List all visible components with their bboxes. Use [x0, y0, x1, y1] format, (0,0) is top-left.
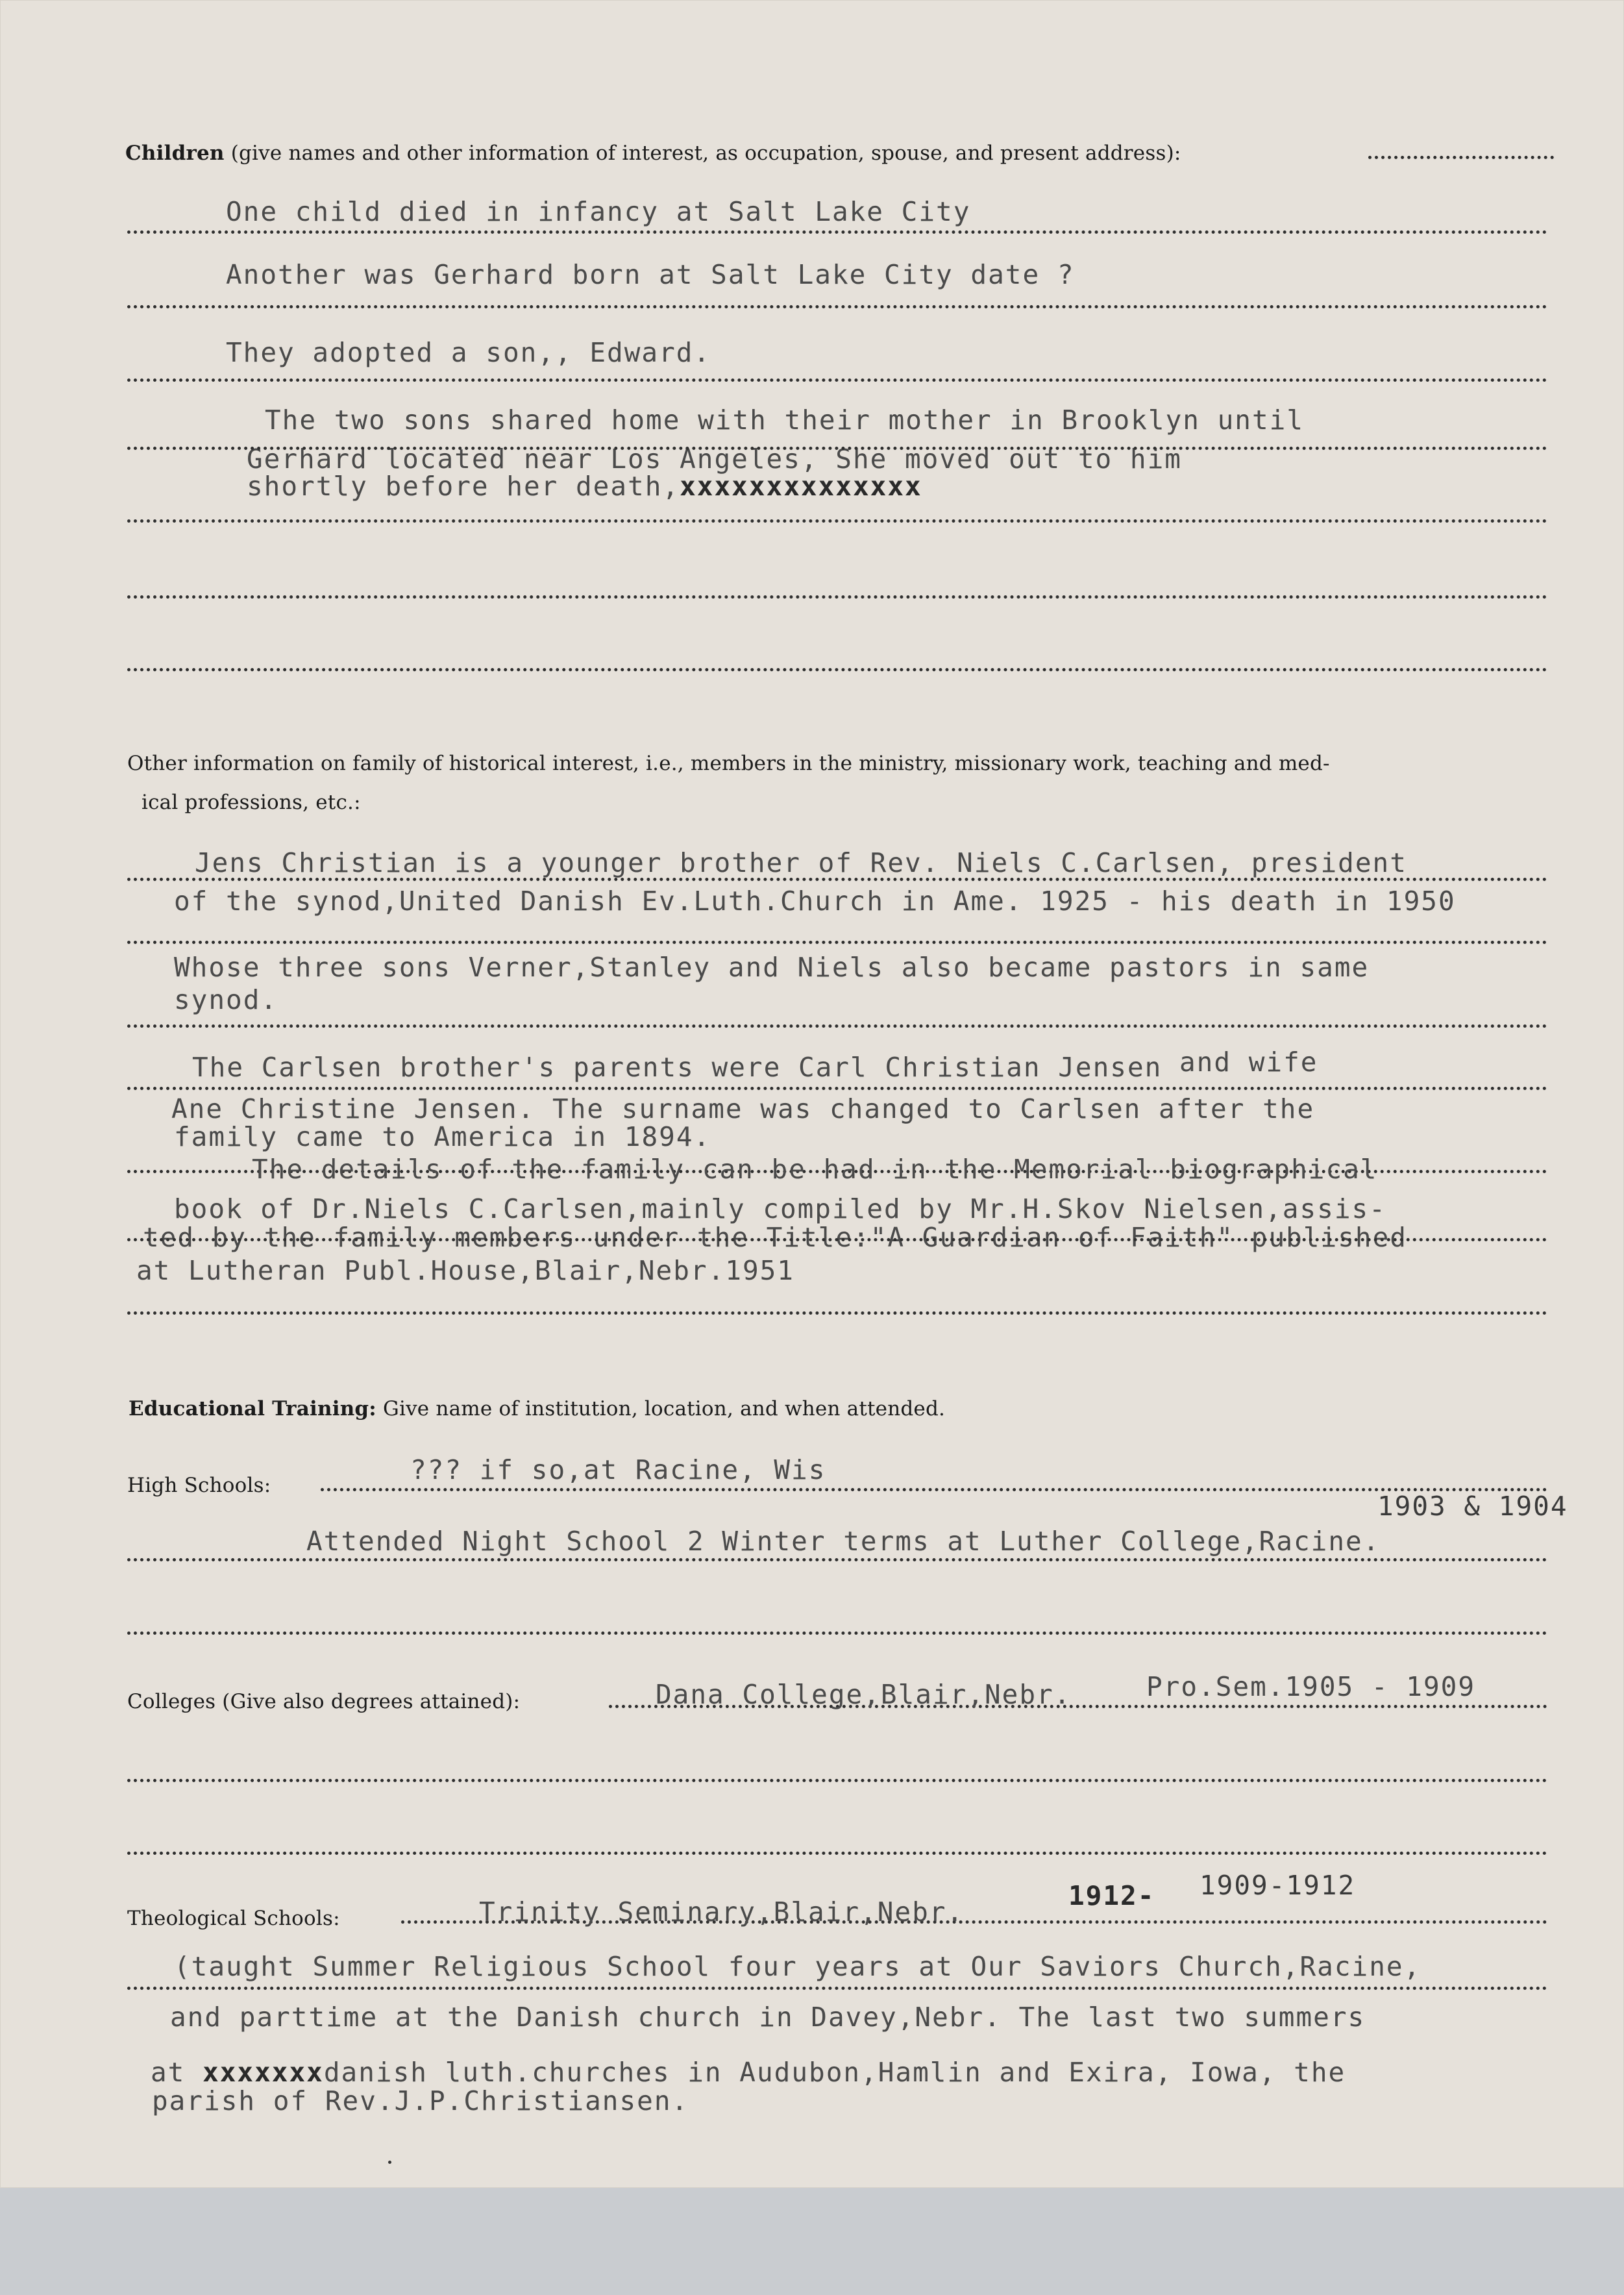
- dotted-line: [127, 1852, 1547, 1855]
- typed-line: ??? if so,at Racine, Wis: [410, 1454, 826, 1485]
- typed-line: parish of Rev.J.P.Christiansen.: [152, 2085, 689, 2116]
- theological-label: Theological Schools:: [127, 1907, 340, 1930]
- dotted-line: [127, 595, 1547, 599]
- dotted-line: [127, 878, 1547, 881]
- typed-text: The Carlsen brother's parents were Carl Christian Jensen: [192, 1052, 1163, 1083]
- education-label: Educational Training:: [129, 1397, 376, 1420]
- dotted-line: [1368, 156, 1554, 159]
- children-instructions: (give names and other information of interest, as occupation, spouse, and present address):: [230, 142, 1181, 165]
- typed-line: Pro.Sem.1905 - 1909: [1146, 1671, 1475, 1702]
- page-mark: [388, 2161, 391, 2164]
- typed-line: Jens Christian is a younger brother of Rev. Niels C.Carlsen, president: [195, 847, 1407, 878]
- dotted-line: [127, 668, 1547, 671]
- other-info-heading-cont: ical professions, etc.:: [141, 791, 361, 814]
- typed-line: One child died in infancy at Salt Lake City: [226, 196, 971, 227]
- education-heading: [129, 1397, 945, 1420]
- dotted-line: [127, 305, 1547, 308]
- typed-line: [247, 471, 922, 502]
- typed-line: ted by the family members under the Title:"A Guardian of Faith" published: [143, 1222, 1407, 1253]
- typed-text: at: [151, 2057, 186, 2088]
- struck-out-text: xxxxxxx: [203, 2057, 324, 2088]
- dotted-line: [127, 1087, 1547, 1090]
- dotted-line: [321, 1488, 1547, 1491]
- typed-line: at Lutheran Publ.House,Blair,Nebr.1951: [136, 1255, 794, 1286]
- typed-years: 1903 & 1904: [1377, 1491, 1568, 1522]
- dotted-line: [127, 1779, 1547, 1782]
- children-label: Children: [125, 142, 225, 165]
- typed-line: The two sons shared home with their mother in Brooklyn until: [265, 404, 1305, 436]
- high-schools-label: High Schools:: [127, 1474, 271, 1497]
- typed-text: shortly before her death,: [247, 471, 680, 502]
- dotted-line: [127, 1987, 1547, 1990]
- typed-line: Dana College,Blair,Nebr.: [656, 1679, 1072, 1710]
- dotted-line: [127, 230, 1547, 234]
- typed-years: 1909-1912: [1200, 1870, 1356, 1901]
- typed-line: Ane Christine Jensen. The surname was changed to Carlsen after the: [171, 1093, 1315, 1124]
- typed-line: Attended Night School 2 Winter terms at Luther College,Racine.: [306, 1526, 1381, 1557]
- dotted-line: [127, 378, 1547, 382]
- typed-line: They adopted a son,, Edward.: [226, 337, 711, 368]
- typed-line: Gerhard located near Los Angeles, She moved out to him: [247, 443, 1182, 475]
- other-info-heading: Other information on family of historical interest, i.e., members in the ministry, missionary work, teaching and med-: [127, 752, 1330, 775]
- children-heading: [125, 142, 1181, 165]
- typed-line: [192, 1047, 1318, 1083]
- typed-line: Another was Gerhard born at Salt Lake City date ?: [226, 259, 1075, 290]
- typed-text-raised: and wife: [1179, 1047, 1318, 1078]
- typed-line: (taught Summer Religious School four years at Our Saviors Church,Racine,: [174, 1951, 1421, 1982]
- dotted-line: [127, 941, 1547, 944]
- struck-out-years: 1912-: [1068, 1880, 1155, 1911]
- dotted-line: [127, 519, 1547, 523]
- dotted-line: [127, 447, 1547, 450]
- struck-out-text: xxxxxxxxxxxxxx: [680, 471, 922, 502]
- typed-line: and parttime at the Danish church in Davey,Nebr. The last two summers: [170, 2002, 1366, 2033]
- dotted-line: [127, 1024, 1547, 1028]
- education-instructions: Give name of institution, location, and when attended.: [383, 1397, 946, 1420]
- dotted-line: [127, 1238, 1547, 1241]
- dotted-line: [127, 1631, 1547, 1635]
- typed-line: Whose three sons Verner,Stanley and Niels also became pastors in same: [174, 952, 1370, 983]
- typed-line: [151, 2057, 1346, 2088]
- typed-line: book of Dr.Niels C.Carlsen,mainly compiled by Mr.H.Skov Nielsen,assis-: [174, 1193, 1386, 1224]
- typed-line: of the synod,United Danish Ev.Luth.Church in Ame. 1925 - his death in 1950: [174, 886, 1456, 917]
- typed-line: synod.: [174, 984, 278, 1015]
- typed-line: Trinity Seminary,Blair,Nebr.: [479, 1896, 965, 1928]
- typed-line: The details of the family can be had in the Memorial biographical: [252, 1154, 1378, 1185]
- colleges-label: Colleges (Give also degrees attained):: [127, 1690, 521, 1713]
- dotted-line: [127, 1558, 1547, 1561]
- typed-text: danish luth.churches in Audubon,Hamlin and Exira, Iowa, the: [323, 2057, 1346, 2088]
- typed-line: family came to America in 1894.: [174, 1121, 711, 1152]
- dotted-line: [127, 1311, 1547, 1315]
